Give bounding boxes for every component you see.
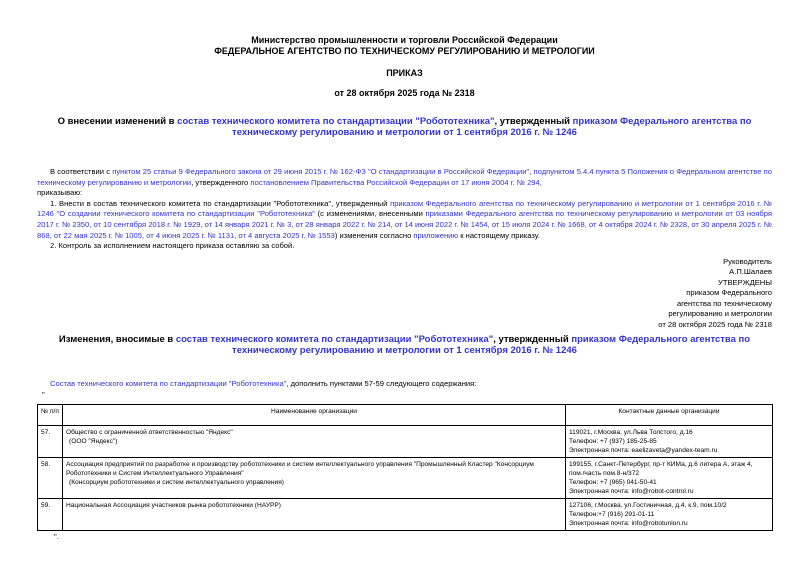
col-header-contacts: Контактные данные организации bbox=[566, 404, 773, 425]
org-name-cell bbox=[63, 498, 566, 530]
doc-title bbox=[43, 116, 766, 138]
committee-members-table bbox=[37, 404, 773, 531]
org-name: Общество с ограниченной ответственностью "Яндекс" bbox=[66, 428, 233, 436]
org-name: Ассоциация предприятий по разработке и производству робототехники и систем интеллектуального управления "Промышленный Кластер "Консорциум Робототехники и Систем Интеллектуального Управления" bbox=[66, 460, 534, 477]
resolve-word: приказываю: bbox=[37, 188, 83, 198]
doc-link[interactable]: приказом Федерального агентства по техническому регулированию и метрологии от 1 сентября 2016 г. № 1246 bbox=[232, 116, 752, 138]
text-run: Изменения, вносимые в bbox=[58, 334, 176, 346]
approved-by-line-2: агентства по техническому bbox=[676, 298, 772, 308]
doc-link[interactable]: приложению bbox=[413, 230, 459, 240]
text-run: (с изменениями, внесенными bbox=[314, 209, 426, 219]
org-address: 119021, г.Москва, ул.Льва Толстого, д.16 bbox=[569, 428, 693, 436]
org-email: Электронная почта: info@robotunion.ru bbox=[569, 519, 688, 527]
row-number: 58. bbox=[38, 457, 63, 498]
org-address: 199155, г.Санкт-Петербург, пр-т КИМа, д.6 литера А, этаж 4, пом./часть пом.8-н/372 bbox=[569, 460, 753, 477]
org-phone: Телефон: +7 (937) 185-25-85 bbox=[569, 437, 657, 445]
doc-link[interactable]: постановлением Правительства Российской Федерации от 17 июня 2004 г. № 294, bbox=[250, 177, 542, 187]
org-short-name: (ООО "Яндекс") bbox=[69, 437, 118, 445]
order-item-1 bbox=[37, 199, 772, 241]
org-short-name: (Консорциум робототехники и систем интеллектуального управления) bbox=[69, 478, 284, 486]
approved-date-line: от 28 октября 2025 года № 2318 bbox=[658, 319, 772, 329]
row-number: 57. bbox=[38, 425, 63, 457]
org-name-cell bbox=[63, 425, 566, 457]
col-header-number: № п/п bbox=[38, 404, 63, 425]
org-phone: Телефон: +7 (965) 041-50-41 bbox=[569, 478, 657, 486]
doc-link[interactable]: приказом Федерального агентства по техническому регулированию и метрологии от 1 сентября 2016 г. № 1246 bbox=[232, 334, 751, 357]
approved-by-line-1: приказом Федерального bbox=[686, 288, 772, 298]
order-body bbox=[37, 167, 772, 252]
table-row bbox=[38, 425, 773, 457]
org-contacts-cell bbox=[566, 425, 773, 457]
org-address: 127106, г.Москва, ул.Гостиничная, д.4, к.9, пом.10/2 bbox=[569, 501, 727, 509]
org-email: Электронная почта: eaelizaveta@yandex-team.ru bbox=[569, 446, 718, 454]
intro-paragraph bbox=[37, 167, 772, 188]
doc-link[interactable]: состав технического комитета по стандартизации "Робототехника" bbox=[177, 116, 495, 127]
signature-name: А.П.Шалаев bbox=[729, 267, 772, 277]
agency-line: ФЕДЕРАЛЬНОЕ АГЕНТСТВО ПО ТЕХНИЧЕСКОМУ РЕГУЛИРОВАНИЮ И МЕТРОЛОГИИ bbox=[214, 45, 595, 56]
doc-link[interactable]: Состав технического комитета по стандартизации "Робототехника" bbox=[50, 379, 287, 389]
text-run: О внесении изменений в bbox=[57, 116, 178, 127]
text-run: , дополнить пунктами 57-59 следующего содержания: bbox=[286, 379, 477, 389]
approved-by-line-3: регулированию и метрологии bbox=[668, 309, 772, 319]
org-name: Национальная Ассоциация участников рынка робототехники (НАУРР) bbox=[66, 501, 281, 509]
org-contacts-cell bbox=[566, 498, 773, 530]
doc-link[interactable]: приказом Федерального агентства по техническому регулированию и метрологии от 1 сентября 2016 г. № 1246 "О создании технического комитета по стандартизации "Робототехника" bbox=[37, 198, 773, 219]
text-run: , утвержденный bbox=[494, 116, 573, 127]
text-run: В соответствии с bbox=[50, 167, 113, 176]
table-row bbox=[38, 498, 773, 530]
signature-block bbox=[37, 257, 772, 331]
approved-label: УТВЕРЖДЕНЫ bbox=[718, 277, 772, 287]
ministry-line: Министерство промышленности и торговли Российской Федерации bbox=[251, 35, 558, 45]
text-run: ) изменения согласно bbox=[334, 230, 414, 240]
doc-type: ПРИКАЗ bbox=[386, 68, 423, 78]
doc-link[interactable]: состав технического комитета по стандартизации "Робототехника" bbox=[175, 334, 494, 346]
text-run: , утвержденный bbox=[493, 334, 572, 346]
doc-date-number: от 28 октября 2025 года № 2318 bbox=[334, 87, 475, 98]
amendments-title bbox=[43, 334, 766, 356]
doc-link[interactable]: пунктом 25 статьи 9 Федерального закона от 29 июня 2015 г. № 162-ФЗ "О стандартизации в Российской Федерации", подпунктом 5.4.4 пункта 5 Положения о Федеральном агентстве по техническому регулированию и метрологии bbox=[37, 167, 772, 187]
text-run: , утвержденного bbox=[191, 177, 251, 187]
document-header bbox=[37, 35, 772, 98]
org-phone: Телефон:+7 (916) 291-01-11 bbox=[569, 510, 655, 518]
close-quote-mark: ". bbox=[54, 531, 59, 541]
text-run: 1. Внести в состав технического комитета по стандартизации "Робототехника", утвержденный bbox=[50, 198, 391, 208]
org-contacts-cell bbox=[566, 457, 773, 498]
open-quote-mark: " bbox=[42, 389, 45, 399]
org-email: Электронная почта: info@robot-control.ru bbox=[569, 487, 694, 495]
order-item-2: 2. Контроль за исполнением настоящего приказа оставляю за собой. bbox=[50, 241, 295, 251]
signature-position: Руководитель bbox=[723, 256, 772, 266]
org-name-cell bbox=[63, 457, 566, 498]
text-run: к настоящему приказу. bbox=[458, 230, 540, 240]
doc-link[interactable]: приказами Федерального агентства по техническому регулированию и метрологии от 03 ноября 2017 г. № 2350, от 10 сентября 2018 г. № 1929, от 14 января 2021 г. № 3, от 28 января 2022 г. № 214, от 14 июня 2022 г. № 1454, от 15 июля 2024 г. № 1668, от 4 октября 2024 г. № 2328, от 30 апреля 2025 г. № 868, от 22 мая 2025 г. № 1005, от 4 июня 2025 г. № 1131, от 4 августа 2025 г. № 1553 bbox=[37, 209, 773, 240]
table-row bbox=[38, 457, 773, 498]
amendment-intro bbox=[37, 379, 772, 390]
table-header-row bbox=[38, 404, 773, 425]
row-number: 59. bbox=[38, 498, 63, 530]
col-header-org-name: Наименование организации bbox=[63, 404, 566, 425]
